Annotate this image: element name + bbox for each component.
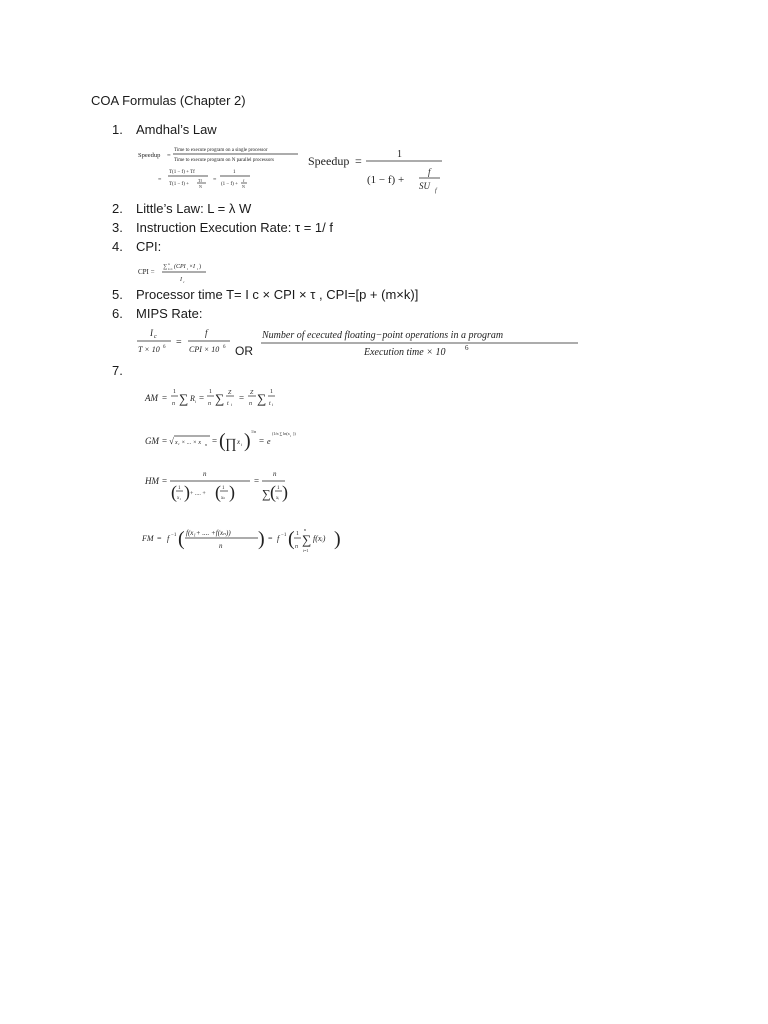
svg-text:1: 1 bbox=[209, 389, 212, 395]
svg-text:i: i bbox=[195, 399, 197, 404]
svg-text:(CPI: (CPI bbox=[174, 264, 186, 270]
item-text: MIPS Rate: bbox=[136, 306, 203, 321]
svg-text:Tf: Tf bbox=[198, 178, 202, 183]
svg-text:N: N bbox=[199, 184, 202, 189]
svg-text:(: ( bbox=[270, 482, 276, 502]
amdahl-denominator: Time to execute program on N parallel processors bbox=[174, 158, 274, 163]
svg-text:n: n bbox=[273, 470, 277, 478]
svg-text:c: c bbox=[183, 280, 185, 284]
item-number: 7. bbox=[112, 363, 123, 378]
big-den-left: (1 − f) + bbox=[367, 174, 405, 186]
svg-text:): ) bbox=[334, 528, 341, 550]
svg-text:∑: ∑ bbox=[262, 487, 271, 501]
svg-text:n: n bbox=[304, 527, 306, 532]
svg-text:CPI =: CPI = bbox=[138, 268, 155, 276]
svg-text:(: ( bbox=[288, 528, 295, 550]
svg-text:I: I bbox=[150, 328, 153, 338]
svg-text:Z: Z bbox=[228, 390, 232, 396]
item-text: CPI: bbox=[136, 239, 162, 254]
svg-text:(: ( bbox=[215, 482, 221, 502]
svg-text:−1: −1 bbox=[281, 533, 287, 538]
list-item-4 bbox=[112, 239, 161, 254]
svg-text:1/n: 1/n bbox=[251, 429, 257, 434]
svg-text:=: = bbox=[157, 534, 162, 543]
cpi-formula bbox=[136, 259, 226, 287]
svg-text:GM: GM bbox=[145, 436, 159, 446]
list-item-3 bbox=[112, 220, 333, 235]
svg-text:f: f bbox=[243, 178, 245, 183]
svg-text:n: n bbox=[295, 544, 298, 550]
means-formulas bbox=[140, 380, 360, 560]
list-item-2 bbox=[112, 201, 251, 216]
svg-text:=: = bbox=[167, 152, 171, 159]
svg-text:∏: ∏ bbox=[225, 437, 237, 452]
svg-text:t: t bbox=[269, 401, 271, 407]
svg-text:=: = bbox=[259, 436, 265, 446]
svg-text:x₁ × ... × x: x₁ × ... × x bbox=[175, 440, 202, 446]
or-label: OR bbox=[235, 344, 253, 358]
svg-text:): ) bbox=[244, 430, 251, 452]
list-item-1 bbox=[112, 122, 217, 137]
svg-text:e: e bbox=[267, 437, 271, 446]
svg-text:∑: ∑ bbox=[215, 391, 225, 406]
svg-text:x: x bbox=[237, 438, 241, 446]
svg-text:∑: ∑ bbox=[179, 391, 189, 406]
svg-text:1: 1 bbox=[178, 486, 181, 491]
svg-text:): ) bbox=[282, 482, 288, 502]
svg-text:n: n bbox=[208, 401, 211, 407]
svg-text:=: = bbox=[162, 436, 168, 446]
svg-text:f: f bbox=[167, 534, 170, 543]
svg-text:(1/n ∑ ln(x: (1/n ∑ ln(x bbox=[272, 431, 290, 436]
svg-text:f: f bbox=[205, 328, 208, 338]
svg-text:−1: −1 bbox=[171, 533, 177, 538]
item-number: 3. bbox=[112, 220, 123, 235]
mips-right-denominator: Execution time × 10 bbox=[364, 347, 446, 358]
svg-text:i=1: i=1 bbox=[168, 267, 173, 271]
gm-formula bbox=[145, 429, 296, 452]
document-title: COA Formulas (Chapter 2) bbox=[91, 93, 246, 108]
hm-formula bbox=[144, 470, 288, 503]
list-item-6 bbox=[112, 306, 202, 321]
svg-text:I: I bbox=[180, 277, 182, 283]
svg-text:): ) bbox=[184, 482, 190, 502]
big-den-su: SU bbox=[419, 181, 430, 191]
svg-text:(1 − f) +: (1 − f) + bbox=[221, 182, 238, 187]
svg-text:1: 1 bbox=[173, 389, 176, 395]
svg-text:√: √ bbox=[169, 436, 174, 446]
svg-text:=: = bbox=[162, 393, 168, 403]
mips-right-exp: 6 bbox=[465, 344, 469, 352]
item-text: Processor time T= I c × CPI × τ , CPI=[p + (m×k)] bbox=[136, 287, 419, 302]
svg-text:N: N bbox=[242, 184, 245, 189]
amdahl-numerator: Time to execute program on a single processor bbox=[174, 148, 268, 153]
svg-text:=: = bbox=[176, 337, 182, 348]
am-formula bbox=[144, 389, 275, 407]
svg-text:6: 6 bbox=[223, 345, 226, 350]
svg-text:(: ( bbox=[219, 430, 226, 452]
amdahl-formula-small bbox=[136, 143, 306, 195]
svg-text:HM: HM bbox=[145, 476, 159, 486]
svg-text:T × 10: T × 10 bbox=[138, 345, 160, 354]
svg-text:∑: ∑ bbox=[302, 532, 312, 547]
svg-text:n: n bbox=[219, 542, 223, 550]
item-text: Little’s Law: L = λ W bbox=[136, 201, 252, 216]
svg-text:T(1 − f) + Tf: T(1 − f) + Tf bbox=[169, 170, 195, 175]
svg-text:1: 1 bbox=[233, 170, 236, 175]
svg-text:=: = bbox=[212, 436, 218, 446]
mips-formula bbox=[136, 325, 586, 361]
svg-text:n: n bbox=[205, 442, 207, 447]
svg-text:+ .... +: + .... + bbox=[190, 491, 206, 497]
amdahl-formula-large bbox=[306, 143, 456, 195]
svg-text:AM: AM bbox=[145, 393, 158, 403]
svg-text:=: = bbox=[254, 476, 260, 486]
svg-text:n: n bbox=[172, 401, 175, 407]
svg-text:=: = bbox=[213, 177, 217, 183]
svg-text:6: 6 bbox=[163, 345, 166, 350]
item-text: Amdhal’s Law bbox=[136, 122, 217, 137]
svg-text:=: = bbox=[355, 154, 362, 168]
list-item-7 bbox=[112, 363, 136, 378]
svg-text:(: ( bbox=[178, 528, 185, 550]
svg-text:i: i bbox=[197, 267, 198, 271]
big-numerator: 1 bbox=[397, 149, 402, 160]
svg-text:i: i bbox=[290, 434, 291, 438]
svg-text:1: 1 bbox=[277, 486, 280, 491]
svg-text:t: t bbox=[227, 401, 229, 407]
svg-text:)): )) bbox=[293, 431, 296, 436]
svg-text:∑: ∑ bbox=[257, 391, 267, 406]
svg-text:i: i bbox=[231, 402, 233, 407]
item-number: 6. bbox=[112, 306, 123, 321]
big-den-sub: f bbox=[435, 188, 437, 194]
svg-text:f(xᵢ): f(xᵢ) bbox=[313, 534, 326, 543]
svg-text:=: = bbox=[239, 393, 245, 403]
svg-text:c: c bbox=[154, 334, 157, 340]
svg-text:=: = bbox=[268, 534, 273, 543]
svg-text:x₁: x₁ bbox=[177, 496, 181, 501]
svg-text:i: i bbox=[241, 442, 243, 447]
svg-text:=: = bbox=[158, 177, 162, 183]
big-speedup-label: Speedup bbox=[308, 154, 350, 168]
svg-text:FM: FM bbox=[142, 534, 154, 543]
svg-text:): ) bbox=[199, 264, 201, 270]
svg-text:n: n bbox=[168, 262, 170, 266]
svg-text:): ) bbox=[229, 482, 235, 502]
svg-text:i: i bbox=[272, 402, 274, 407]
svg-text:xᵢ: xᵢ bbox=[276, 496, 280, 501]
svg-text:1: 1 bbox=[296, 531, 299, 537]
svg-text:xₙ: xₙ bbox=[221, 496, 226, 501]
item-number: 4. bbox=[112, 239, 123, 254]
svg-text:i: i bbox=[187, 267, 188, 271]
item-number: 2. bbox=[112, 201, 123, 216]
svg-text:=: = bbox=[199, 393, 205, 403]
svg-text:): ) bbox=[258, 528, 265, 550]
big-den-f: f bbox=[428, 167, 431, 177]
fm-formula bbox=[141, 527, 341, 553]
item-number: 5. bbox=[112, 287, 123, 302]
list-item-5 bbox=[112, 287, 418, 302]
svg-text:i=1: i=1 bbox=[303, 548, 309, 553]
svg-text:CPI × 10: CPI × 10 bbox=[189, 345, 220, 354]
item-text: Instruction Execution Rate: τ = 1/ f bbox=[136, 220, 333, 235]
mips-right-numerator: Number of ececuted floating−point operations in a program bbox=[262, 330, 504, 341]
svg-text:(: ( bbox=[171, 482, 177, 502]
svg-text:n: n bbox=[249, 401, 252, 407]
svg-text:f: f bbox=[277, 534, 280, 543]
svg-text:T(1 − f) +: T(1 − f) + bbox=[169, 182, 189, 187]
svg-text:1: 1 bbox=[270, 389, 273, 395]
svg-text:1: 1 bbox=[222, 486, 225, 491]
svg-text:R: R bbox=[190, 394, 195, 403]
speedup-label: Speedup bbox=[138, 152, 161, 159]
svg-text:=: = bbox=[162, 476, 168, 486]
svg-text:∑: ∑ bbox=[163, 264, 168, 270]
svg-text:Z: Z bbox=[250, 390, 254, 396]
item-number: 1. bbox=[112, 122, 123, 137]
svg-text:n: n bbox=[203, 470, 207, 478]
svg-text:×I: ×I bbox=[189, 264, 196, 270]
svg-text:f(x₁+ .... +f(xₙ)): f(x₁+ .... +f(xₙ)) bbox=[186, 529, 231, 537]
